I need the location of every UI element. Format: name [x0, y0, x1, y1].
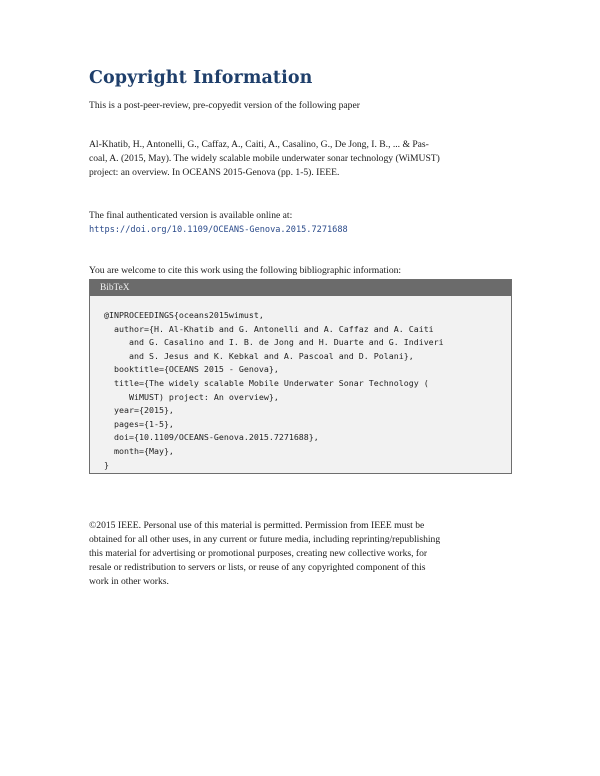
bibtex-box: [89, 279, 512, 474]
citation-line: project: an overview. In OCEANS 2015-Genova (pp. 1-5). IEEE.: [89, 167, 340, 178]
page-title: Copyright Information: [89, 68, 313, 88]
copyright-line: work in other works.: [89, 576, 169, 587]
bibtex-line: and G. Casalino and I. B. de Jong and H. Duarte and G. Indiveri: [104, 337, 444, 348]
doi-link[interactable]: https://doi.org/10.1109/OCEANS-Genova.2015.7271688: [89, 225, 348, 235]
final-version-text: The final authenticated version is available online at:: [89, 210, 293, 221]
bibtex-line: author={H. Al-Khatib and G. Antonelli and A. Caffaz and A. Caiti: [104, 323, 434, 334]
copyright-line: ©2015 IEEE. Personal use of this material is permitted. Permission from IEEE must be: [89, 520, 425, 531]
paper-citation: [89, 138, 512, 180]
bibtex-code: [104, 309, 444, 472]
bibtex-line: month={May},: [104, 445, 174, 456]
bibtex-line: year={2015},: [104, 405, 174, 416]
copyright-notice: [89, 519, 514, 589]
copyright-line: this material for advertising or promotional purposes, creating new collective works, for: [89, 548, 428, 559]
copyright-line: obtained for all other uses, in any current or future media, including reprinting/republishing: [89, 534, 441, 545]
citation-line: Al-Khatib, H., Antonelli, G., Caffaz, A., Caiti, A., Casalino, G., De Jong, I. B., ... & Pas-: [89, 139, 429, 150]
bibtex-line: doi={10.1109/OCEANS-Genova.2015.7271688},: [104, 432, 319, 443]
bibtex-line: and S. Jesus and K. Kebkal and A. Pascoal and D. Polani},: [104, 350, 414, 361]
intro-text: This is a post-peer-review, pre-copyedit version of the following paper: [89, 100, 360, 111]
final-version-block: [89, 209, 348, 237]
cite-text: You are welcome to cite this work using the following bibliographic information:: [89, 265, 402, 276]
citation-line: coal, A. (2015, May). The widely scalable mobile underwater sonar technology (WiMUST): [89, 153, 440, 164]
bibtex-line: pages={1-5},: [104, 418, 174, 429]
bibtex-line: booktitle={OCEANS 2015 - Genova},: [104, 364, 279, 375]
bibtex-line: }: [104, 459, 109, 470]
bibtex-line: title={The widely scalable Mobile Underwater Sonar Technology (: [104, 377, 429, 388]
bibtex-line: @INPROCEEDINGS{oceans2015wimust,: [104, 310, 264, 320]
copyright-line: resale or redistribution to servers or lists, or reuse of any copyrighted component of this: [89, 562, 426, 573]
bibtex-line: WiMUST) project: An overview},: [104, 391, 279, 402]
bibtex-header: BibTeX: [90, 280, 511, 296]
